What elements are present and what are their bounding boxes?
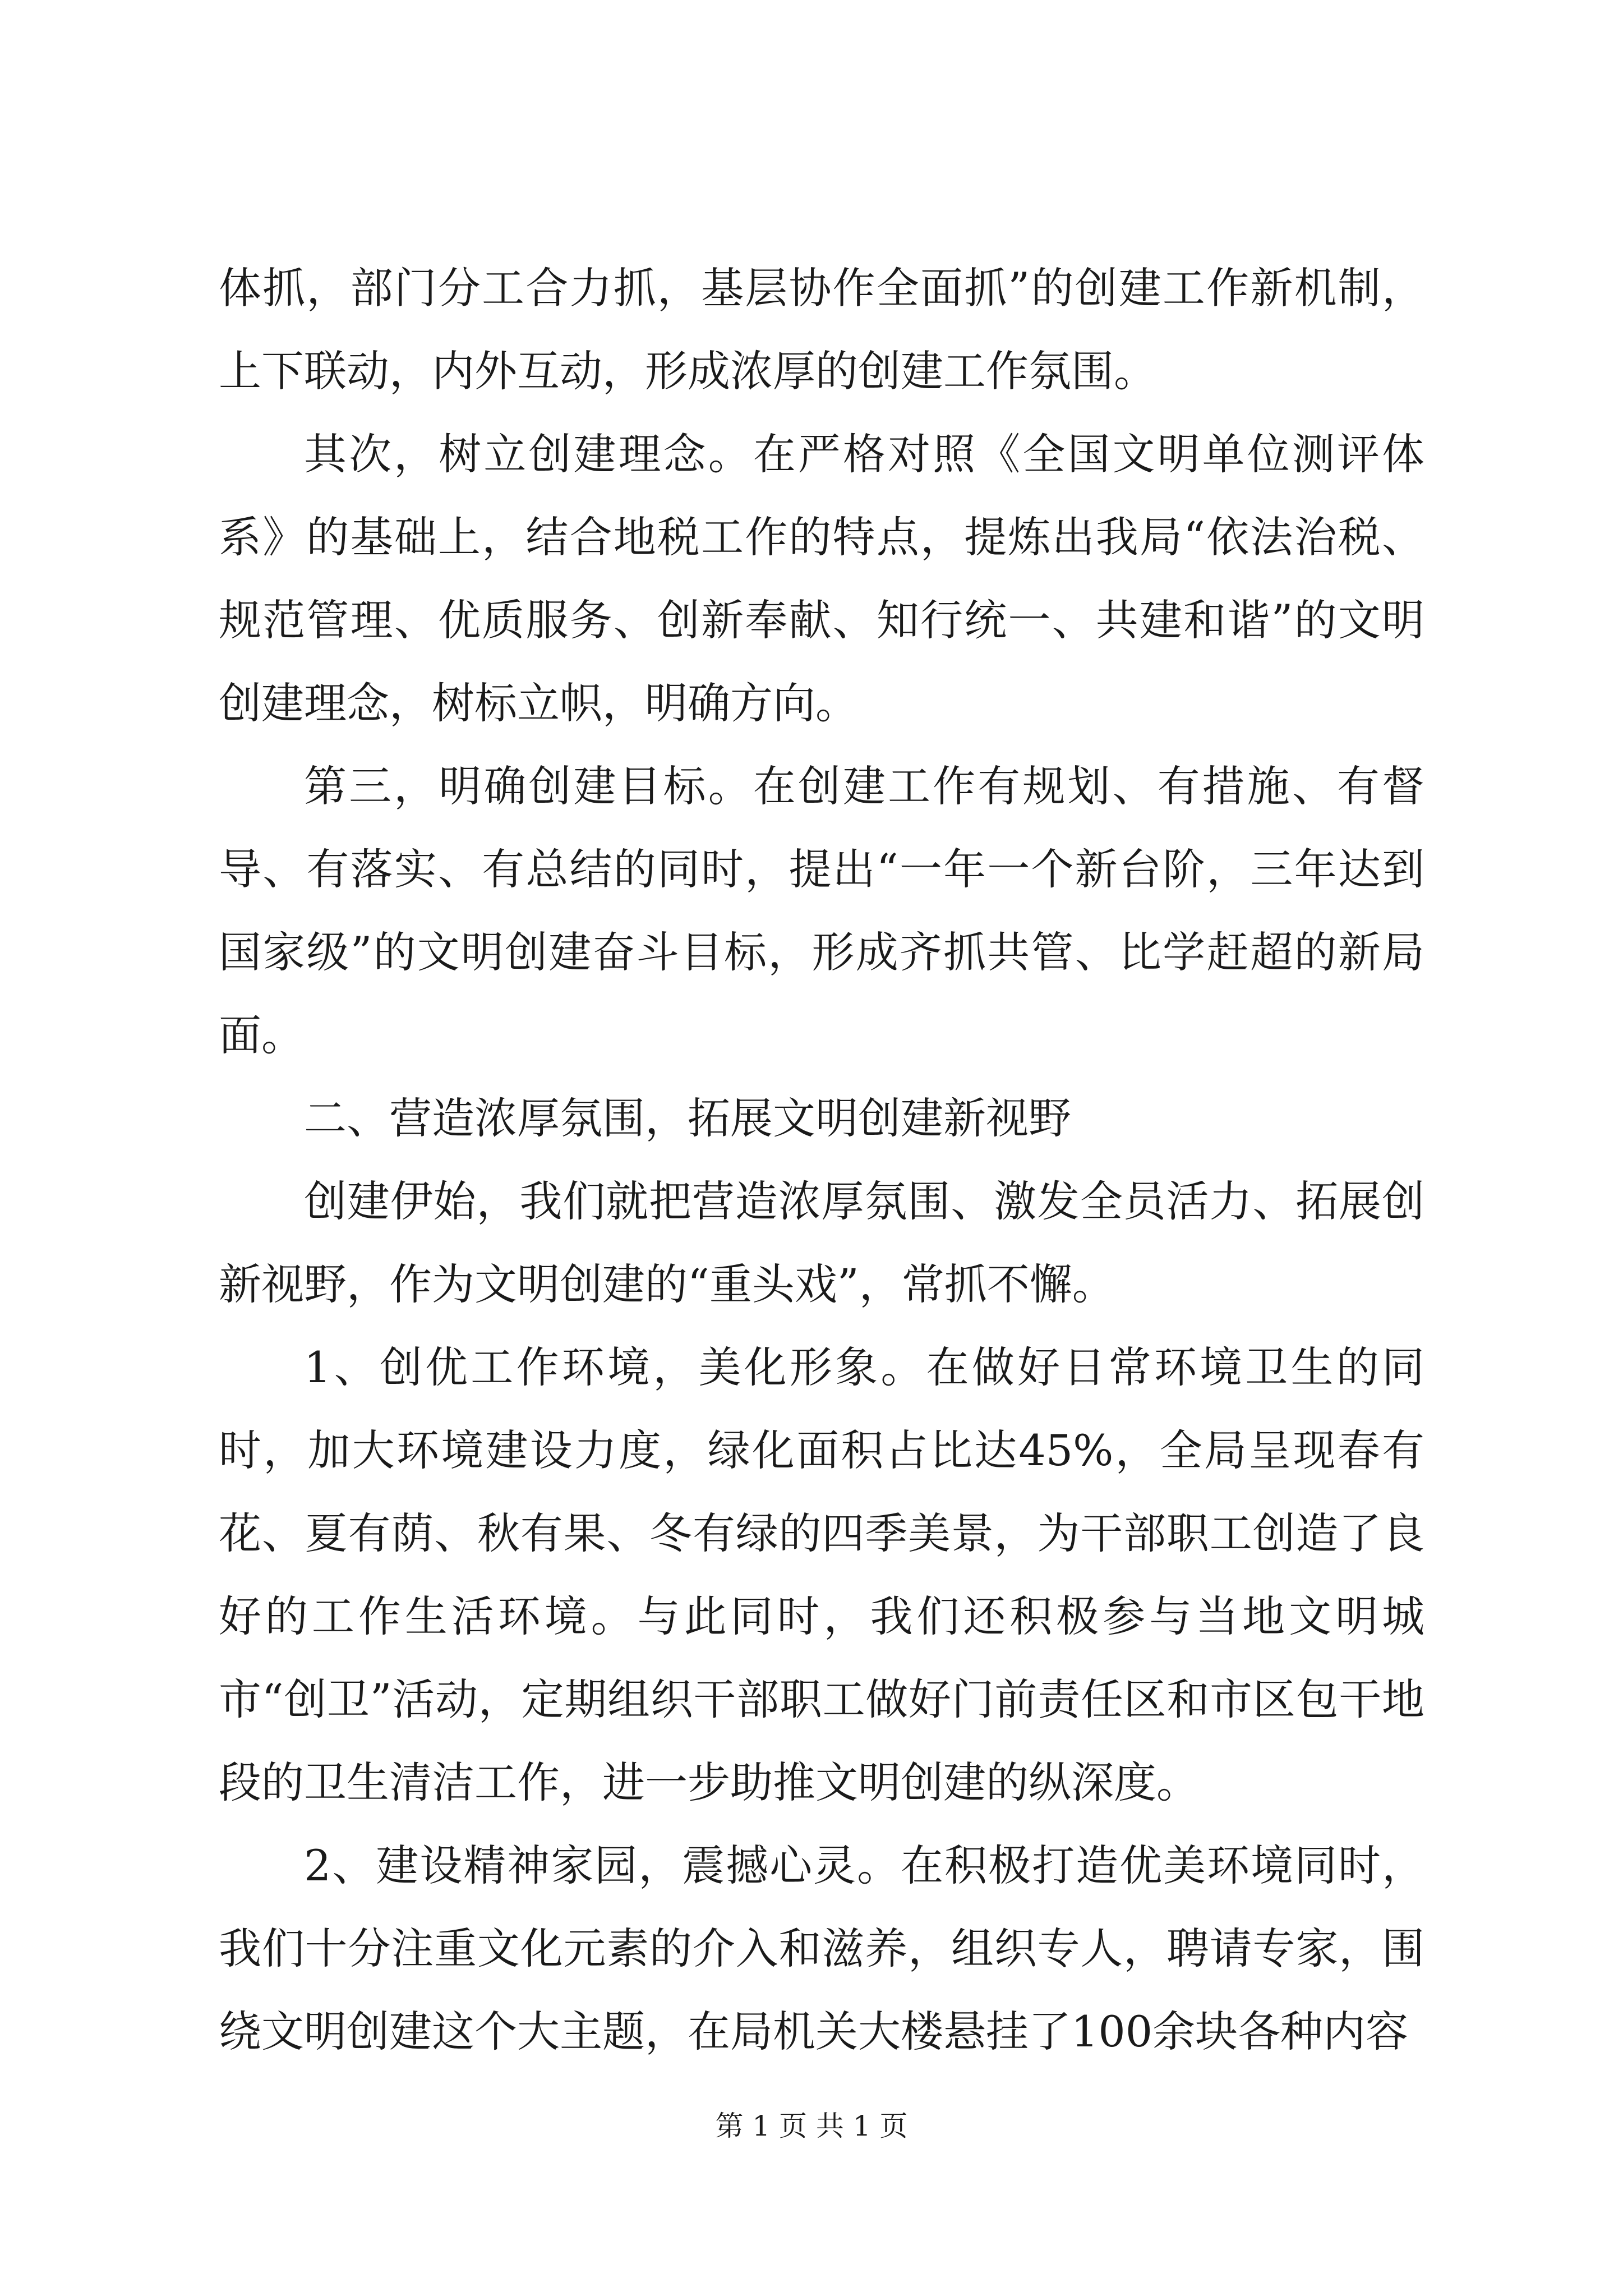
paragraph-goal: 第三，明确创建目标。在创建工作有规划、有措施、有督导、有落实、有总结的同时，提出“一年一个新台阶，三年达到国家级”的文明创建奋斗目标，形成齐抓共管、比学赶超的新局面。: [219, 761, 1424, 1060]
section-heading: 二、营造浓厚氛围，拓展文明创建新视野: [304, 1093, 1071, 1143]
paragraph-concept: 其次，树立创建理念。在严格对照《全国文明单位测评体系》的基础上，结合地税工作的特点，提炼出我局“依法治税、规范管理、优质服务、创新奉献、知行统一、共建和谐”的文明创建理念，树标立帜，明确方向。: [219, 429, 1424, 728]
page-number-footer: 第 1 页 共 1 页: [715, 2110, 908, 2142]
paragraph-spiritual-home: 2、建设精神家园，震撼心灵。在积极打造优美环境同时，我们十分注重文化元素的介入和滋养，组织专人，聘请专家，围绕文明创建这个大主题，在局机关大楼悬挂了100余块各种内容: [219, 1841, 1424, 2056]
paragraph-continuation: 体抓，部门分工合力抓，基层协作全面抓”的创建工作新机制，上下联动，内外互动，形成浓厚的创建工作氛围。: [219, 263, 1424, 396]
paragraph-intro: 创建伊始，我们就把营造浓厚氛围、激发全员活力、拓展创新视野，作为文明创建的“重头戏”，常抓不懈。: [219, 1176, 1424, 1309]
paragraph-environment: 1、创优工作环境，美化形象。在做好日常环境卫生的同时，加大环境建设力度，绿化面积占比达45%，全局呈现春有花、夏有荫、秋有果、冬有绿的四季美景，为干部职工创造了良好的工作生活环境。与此同时，我们还积极参与当地文明城市“创卫”活动，定期组织干部职工做好门前责任区和市区包干地段的卫生清洁工作，进一步助推文明创建的纵深度。: [219, 1342, 1424, 1807]
document-body: [219, 247, 1424, 2073]
